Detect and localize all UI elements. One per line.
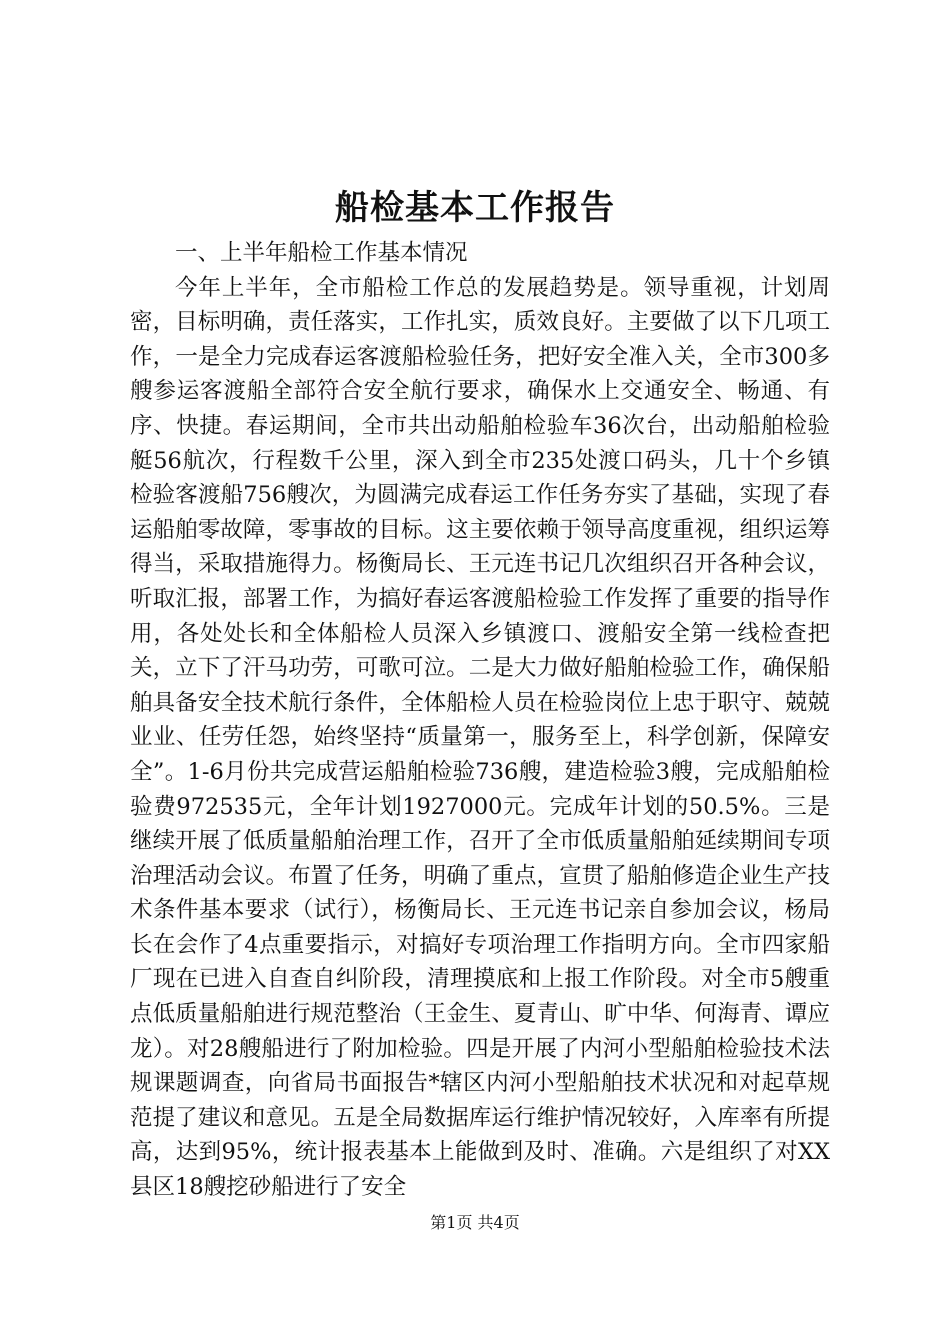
document-body <box>130 236 830 1205</box>
body-paragraph: 今年上半年，全市船检工作总的发展趋势是。领导重视，计划周密，目标明确，责任落实，工作扎实，质效良好。主要做了以下几项工作，一是全力完成春运客渡船检验任务，把好安全准入关，全市300多艘参运客渡船全部符合安全航行要求，确保水上交通安全、畅通、有序、快捷。春运期间，全市共出动船舶检验车36次台，出动船舶检验艇56航次，行程数千公里，深入到全市235处渡口码头，几十个乡镇检验客渡船756艘次，为圆满完成春运工作任务夯实了基础，实现了春运船舶零故障，零事故的目标。这主要依赖于领导高度重视，组织运筹得当，采取措施得力。杨衡局长、王元连书记几次组织召开各种会议，听取汇报，部署工作，为搞好春运客渡船检验工作发挥了重要的指导作用，各处处长和全体船检人员深入乡镇渡口、渡船安全第一线检查把关，立下了汗马功劳，可歌可泣。二是大力做好船舶检验工作，确保船舶具备安全技术航行条件，全体船检人员在检验岗位上忠于职守、兢兢业业、任劳任怨，始终坚持“质量第一，服务至上，科学创新，保障安全”。1-6月份共完成营运船舶检验736艘，建造检验3艘，完成船舶检验费972535元，全年计划1927000元。完成年计划的50.5%。三是继续开展了低质量船舶治理工作，召开了全市低质量船舶延续期间专项治理活动会议。布置了任务，明确了重点，宣贯了船舶修造企业生产技术条件基本要求（试行），杨衡局长、王元连书记亲自参加会议，杨局长在会作了4点重要指示，对搞好专项治理工作指明方向。全市四家船厂现在已进入自查自纠阶段，清理摸底和上报工作阶段。对全市5艘重点低质量船舶进行规范整治（王金生、夏青山、旷中华、何海青、谭应龙）。对28艘船进行了附加检验。四是开展了内河小型船舶检验技术法规课题调查，向省局书面报告*辖区内河小型船舶技术状况和对起草规范提了建议和意见。五是全局数据库运行维护情况较好，入库率有所提高，达到95%，统计报表基本上能做到及时、准确。六是组织了对XX县区18艘挖砂船进行了安全 <box>130 274 830 1201</box>
page-number-footer: 第1页 共4页 <box>430 1213 520 1232</box>
document-title: 船检基本工作报告 <box>335 188 615 228</box>
section-heading: 一、上半年船检工作基本情况 <box>175 240 468 266</box>
